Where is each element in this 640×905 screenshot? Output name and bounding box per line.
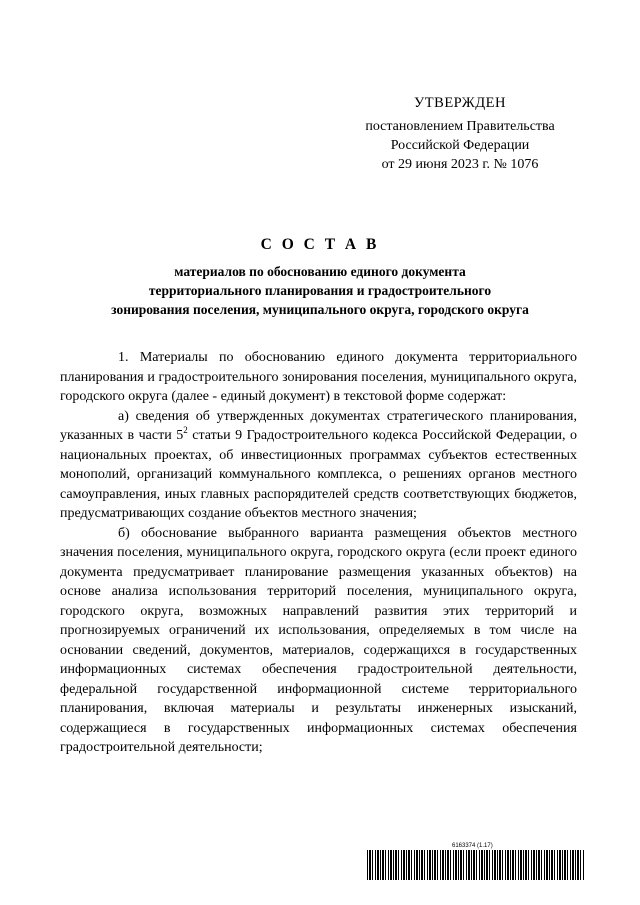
approval-line-government: Российской Федерации xyxy=(390,138,530,153)
approval-line-date: от 29 июня 2023 г. № 1076 xyxy=(381,157,539,172)
title-main: С О С Т А В xyxy=(260,236,380,253)
approved-heading: УТВЕРЖДЕН xyxy=(414,95,506,111)
barcode-number: 6163374 (1.17) xyxy=(452,843,493,849)
title-subtitle-line-2: территориального планирования и градостроительного xyxy=(148,283,492,298)
paragraph-a-end: статьи 9 Градостроительного кодекса Российской Федерации, о национальных проектах, об инвестиционных программах субъектов естественных монополий, организаций коммунального комплекса, о решениях органов местного самоуправления, иных главных распорядителей средств соответствующих бюджетов, предусматривающих создание объектов местного значения; xyxy=(60,428,577,521)
superscript: 2 xyxy=(183,425,188,435)
approval-block xyxy=(330,94,590,174)
barcode xyxy=(367,850,585,880)
paragraph-a-start: а) сведения об утвержденных документах стратегического планирования, указанных в части 5 xyxy=(60,408,577,443)
approval-line-decree: постановлением Правительства xyxy=(365,119,555,134)
document-title xyxy=(60,236,580,319)
title-subtitle-line-3: зонирования поселения, муниципального округа, городского округа xyxy=(111,302,529,317)
paragraph-a xyxy=(60,407,577,524)
paragraph-b: б) обоснование выбранного варианта размещения объектов местного значения поселения, муниципального округа, городского округа (если проект единого документа предусматривает планирование размещения указанных объектов) на основе анализа использования территорий поселения, муниципального округа, городского округа, возможных направлений развития этих территорий и прогнозируемых ограничений их использования, определяемых в том числе на основании сведений, документов, материалов, содержащихся в государственных информационных системах обеспечения градостроительной деятельности, федеральной государственной информационной системе территориального планирования, включая материалы и результаты инженерных изысканий, содержащиеся в государственных информационных системах обеспечения градостроительной деятельности; xyxy=(60,525,577,755)
paragraph-1: 1. Материалы по обоснованию единого документа территориального планирования и градостроительного зонирования поселения, муниципального округа, городского округа (далее - единый документ) в текстовой форме содержат: xyxy=(60,350,577,404)
document-body xyxy=(60,348,577,758)
title-subtitle-line-1: материалов по обоснованию единого документа xyxy=(174,264,466,279)
